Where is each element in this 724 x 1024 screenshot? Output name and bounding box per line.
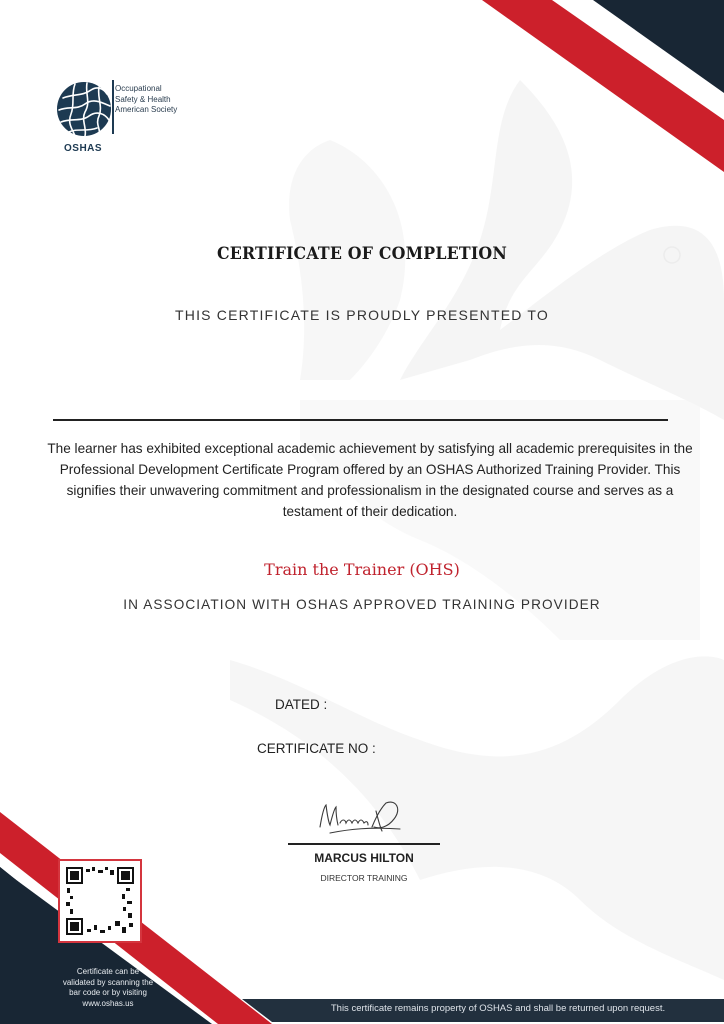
qr-code[interactable] — [58, 859, 142, 943]
signature-icon — [310, 797, 410, 839]
certificate-body-text: The learner has exhibited exceptional academic achievement by satisfying all academic prerequisites in the Professional Development Certificate Program offered by an OSHAS Authorized Training Provider. This signifies their unwavering commitment and professionalism in the designated course and serves as a testament of their dedication. — [47, 441, 693, 519]
validation-note-line-2: validated by scanning the — [62, 977, 154, 987]
logo-abbreviation: OSHAS — [64, 143, 103, 154]
validation-note — [50, 967, 166, 1009]
signatory-name: MARCUS HILTON — [314, 851, 414, 865]
signatory-role: DIRECTOR TRAINING — [320, 873, 408, 883]
presented-to-label: THIS CERTIFICATE IS PROUDLY PRESENTED TO — [175, 307, 549, 323]
recipient-name-line — [53, 419, 668, 421]
validation-url[interactable]: www.oshas.us — [82, 998, 134, 1008]
logo-divider — [112, 80, 114, 134]
association-statement: IN ASSOCIATION WITH OSHAS APPROVED TRAINING PROVIDER — [123, 597, 601, 612]
course-name: Train the Trainer (OHS) — [264, 560, 460, 579]
globe-icon — [55, 80, 115, 140]
oshas-logo — [55, 80, 235, 160]
signature-line — [288, 843, 440, 845]
certificate-number-label: CERTIFICATE NO : — [257, 741, 376, 756]
logo-line-3: American Society — [115, 105, 178, 114]
dated-label: DATED : — [275, 697, 328, 712]
logo-line-1: Occupational — [115, 84, 162, 93]
qr-code-icon — [60, 861, 140, 941]
footer-disclaimer: This certificate remains property of OSHAS and shall be returned upon request. — [330, 1003, 666, 1014]
certificate-title: CERTIFICATE OF COMPLETION — [216, 244, 508, 264]
validation-note-line-3: bar code or by visiting — [69, 988, 147, 997]
logo-org-name — [115, 84, 177, 116]
logo-line-2: Safety & Health — [115, 94, 171, 104]
validation-note-line-1: Certificate can be — [76, 967, 140, 976]
